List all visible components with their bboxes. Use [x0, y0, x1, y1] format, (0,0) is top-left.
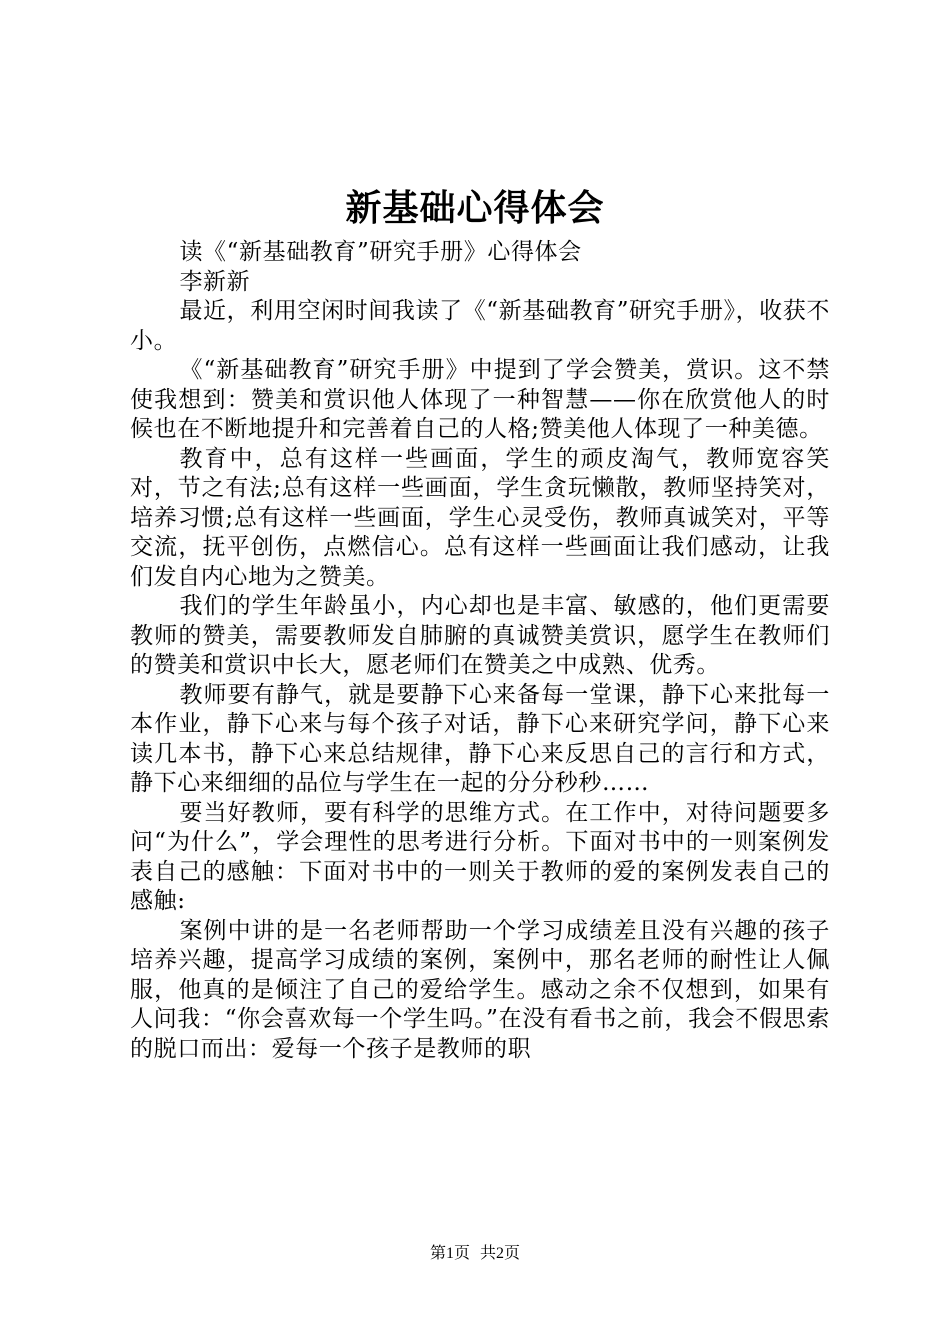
document-body	[130, 238, 830, 1064]
page-footer	[0, 1243, 950, 1265]
body-paragraph: 教师要有静气，就是要静下心来备每一堂课，静下心来批每一本作业，静下心来与每个孩子对话，静下心来研究学问，静下心来读几本书，静下心来总结规律，静下心来反思自己的言行和方式，静下心来细细的品位与学生在一起的分分秒秒……	[130, 681, 830, 796]
document-title: 新基础心得体会	[345, 187, 605, 229]
body-paragraph: 案例中讲的是一名老师帮助一个学习成绩差且没有兴趣的孩子培养兴趣，提高学习成绩的案例，案例中，那名老师的耐性让人佩服，他真的是倾注了自己的爱给学生。感动之余不仅想到，如果有人问我：“你会喜欢每一个学生吗。”在没有看书之前，我会不假思索的脱口而出：爱每一个孩子是教师的职	[130, 917, 830, 1062]
author-paragraph: 李新新	[179, 268, 251, 295]
page-number-total: 共2页	[480, 1245, 521, 1262]
body-paragraph: 我们的学生年龄虽小，内心却也是丰富、敏感的，他们更需要教师的赞美，需要教师发自肺腑的真诚赞美赏识，愿学生在教师们的赞美和赏识中长大，愿老师们在赞美之中成熟、优秀。	[130, 593, 830, 678]
body-paragraph: 要当好教师，要有科学的思维方式。在工作中，对待问题要多问“为什么”，学会理性的思考进行分析。下面对书中的一则案例发表自己的感触：下面对书中的一则关于教师的爱的案例发表自己的感触:	[130, 799, 830, 914]
body-paragraph: 《“新基础教育”研究手册》中提到了学会赞美，赏识。这不禁使我想到：赞美和赏识他人体现了一种智慧——你在欣赏他人的时候也在不断地提升和完善着自己的人格;赞美他人体现了一种美德。	[130, 357, 830, 442]
subtitle-paragraph: 读《“新基础教育”研究手册》心得体会	[179, 239, 582, 265]
body-paragraph: 最近，利用空闲时间我读了《“新基础教育”研究手册》，收获不小。	[130, 298, 830, 354]
body-paragraph: 教育中，总有这样一些画面，学生的顽皮淘气，教师宽容笑对，节之有法;总有这样一些画面，学生贪玩懒散，教师坚持笑对，培养习惯;总有这样一些画面，学生心灵受伤，教师真诚笑对，平等交流，抚平创伤，点燃信心。总有这样一些画面让我们感动，让我们发自内心地为之赞美。	[130, 445, 830, 590]
page-number-current: 第1页	[429, 1245, 470, 1262]
